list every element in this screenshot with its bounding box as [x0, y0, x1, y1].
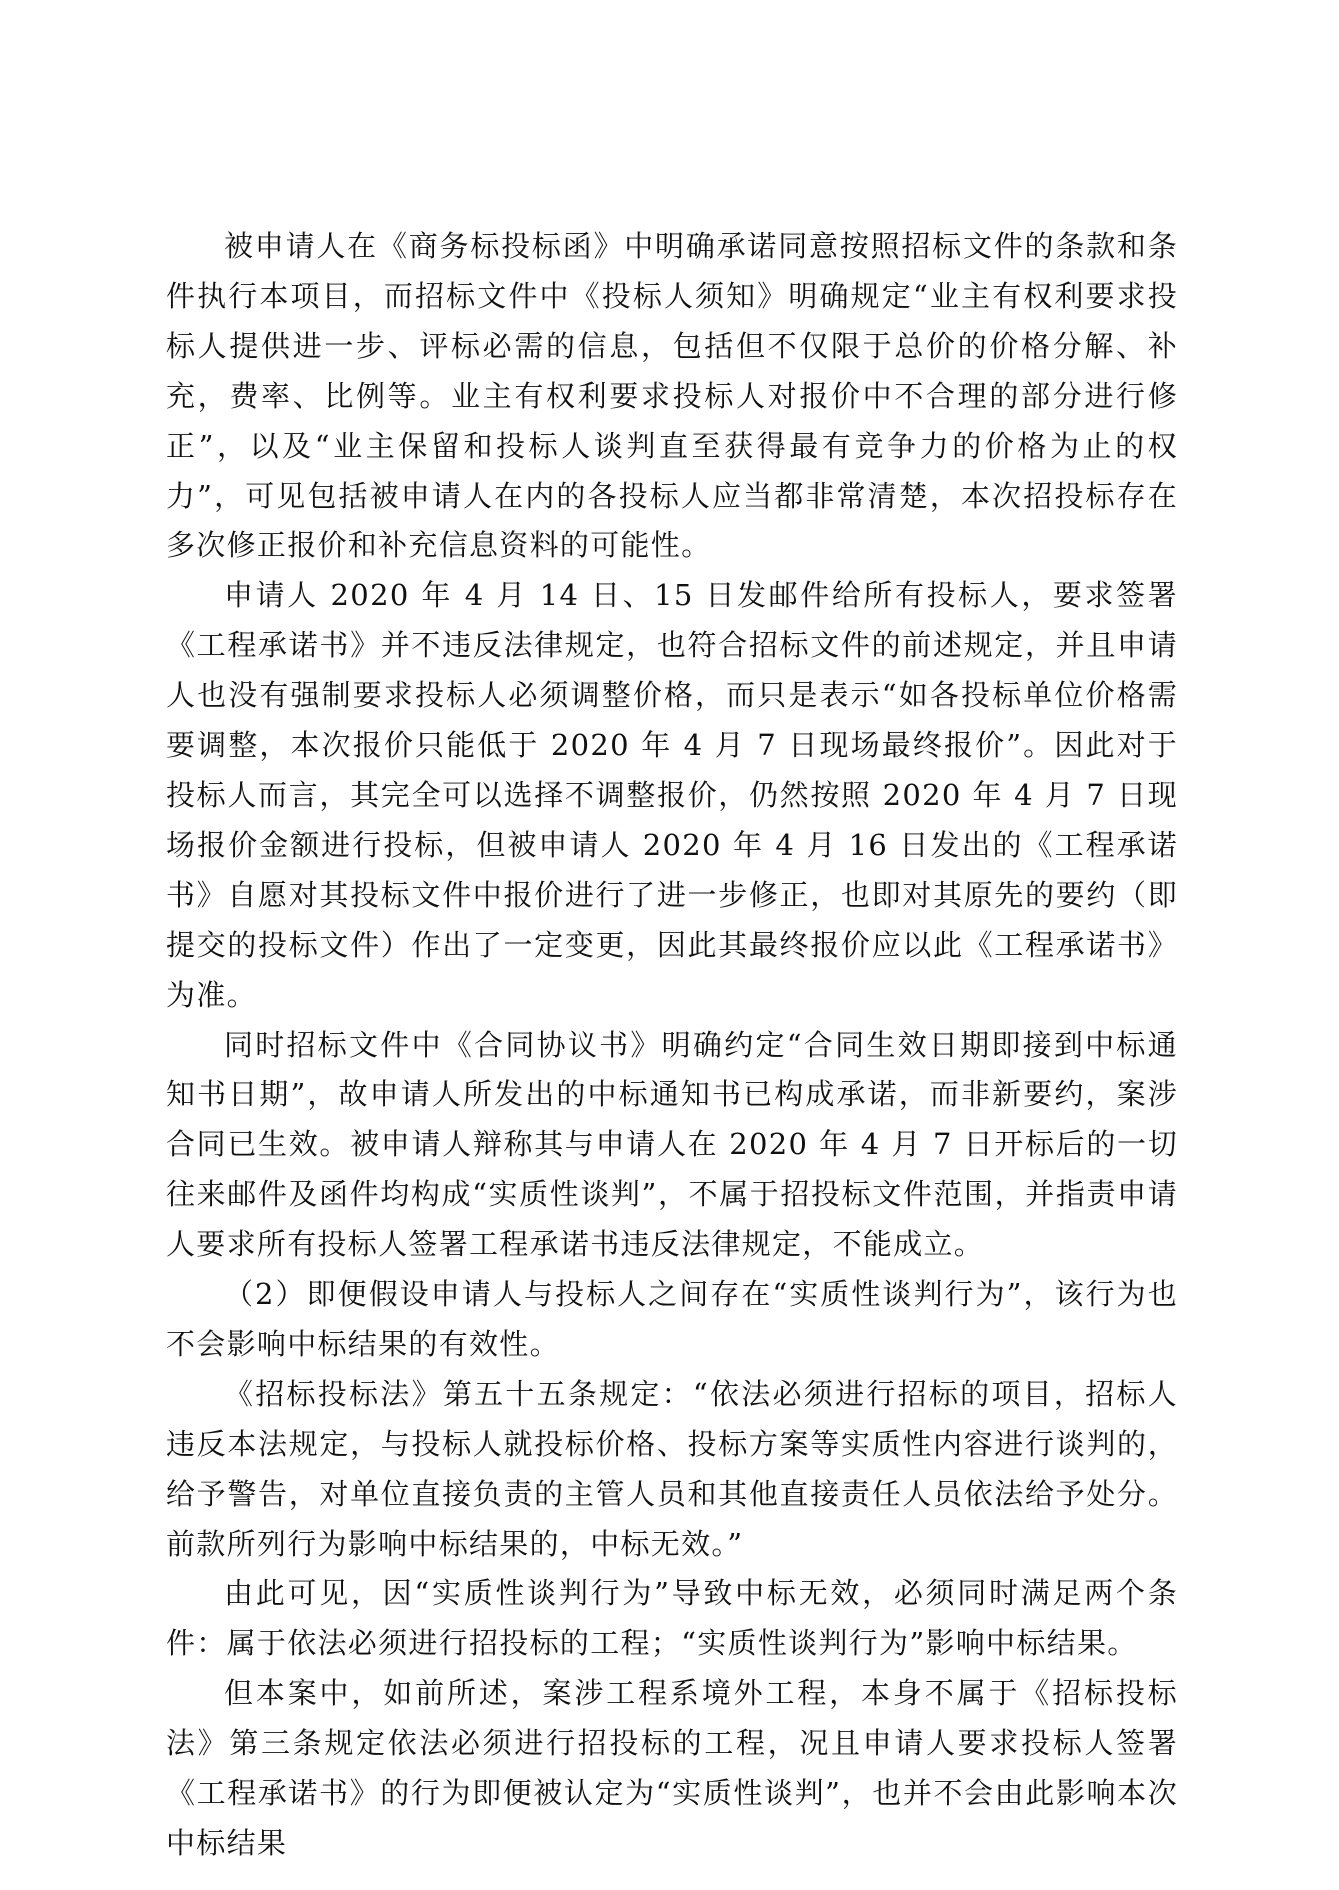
paragraph-overseas-project: 但本案中，如前所述，案涉工程系境外工程，本身不属于《招标投标法》第三条规定依法必须进行招投标的工程，况且申请人要求投标人签署《工程承诺书》的行为即便被认定为“实质性谈判”，也并不会由此影响本次中标结果 — [166, 1676, 1178, 1860]
body-text — [166, 222, 1178, 1869]
paragraph-two-conditions: 由此可见，因“实质性谈判行为”导致中标无效，必须同时满足两个条件：属于依法必须进行招投标的工程；“实质性谈判行为”影响中标结果。 — [166, 1576, 1178, 1661]
paragraph-engineering-commitment-letter: 申请人 2020 年 4 月 14 日、15 日发邮件给所有投标人，要求签署《工程承诺书》并不违反法律规定，也符合招标文件的前述规定，并且申请人也没有强制要求投标人必须调整价格，而只是表示“如各投标单位价格需要调整，本次报价只能低于 2020 年 4 月 7 日现场最终报价”。因此对于投标人而言，其完全可以选择不调整报价，仍然按照 2020 年 4 月 7 日现场报价金额进行投标，但被申请人 2020 年 4 月 16 日发出的《工程承诺书》自愿对其投标文件中报价进行了进一步修正，也即对其原先的要约（即提交的投标文件）作出了一定变更，因此其最终报价应以此《工程承诺书》为准。 — [166, 578, 1178, 1012]
paragraph-point-2: （2）即便假设申请人与投标人之间存在“实质性谈判行为”，该行为也不会影响中标结果的有效性。 — [166, 1277, 1178, 1361]
paragraph-bidding-law-article-55: 《招标投标法》第五十五条规定：“依法必须进行招标的项目，招标人违反本法规定，与投标人就投标价格、投标方案等实质性内容进行谈判的，给予警告，对单位直接负责的主管人员和其他直接责任人员依法给予处分。前款所列行为影响中标结果的，中标无效。” — [166, 1376, 1178, 1561]
paragraph-respondent-commitment: 被申请人在《商务标投标函》中明确承诺同意按照招标文件的条款和条件执行本项目，而招标文件中《投标人须知》明确规定“业主有权利要求投标人提供进一步、评标必需的信息，包括但不仅限于总价的价格分解、补充，费率、比例等。业主有权利要求投标人对报价中不合理的部分进行修正”，以及“业主保留和投标人谈判直至获得最有竞争力的价格为止的权力”，可见包括被申请人在内的各投标人应当都非常清楚，本次招投标存在多次修正报价和补充信息资料的可能性。 — [166, 229, 1178, 563]
paragraph-contract-effective: 同时招标文件中《合同协议书》明确约定“合同生效日期即接到中标通知书日期”，故申请人所发出的中标通知书已构成承诺，而非新要约，案涉合同已生效。被申请人辩称其与申请人在 2020 年 4 月 7 日开标后的一切往来邮件及函件均构成“实质性谈判”，不属于招投标文件范围，并指责申请人要求所有投标人签署工程承诺书违反法律规定，不能成立。 — [166, 1027, 1178, 1262]
